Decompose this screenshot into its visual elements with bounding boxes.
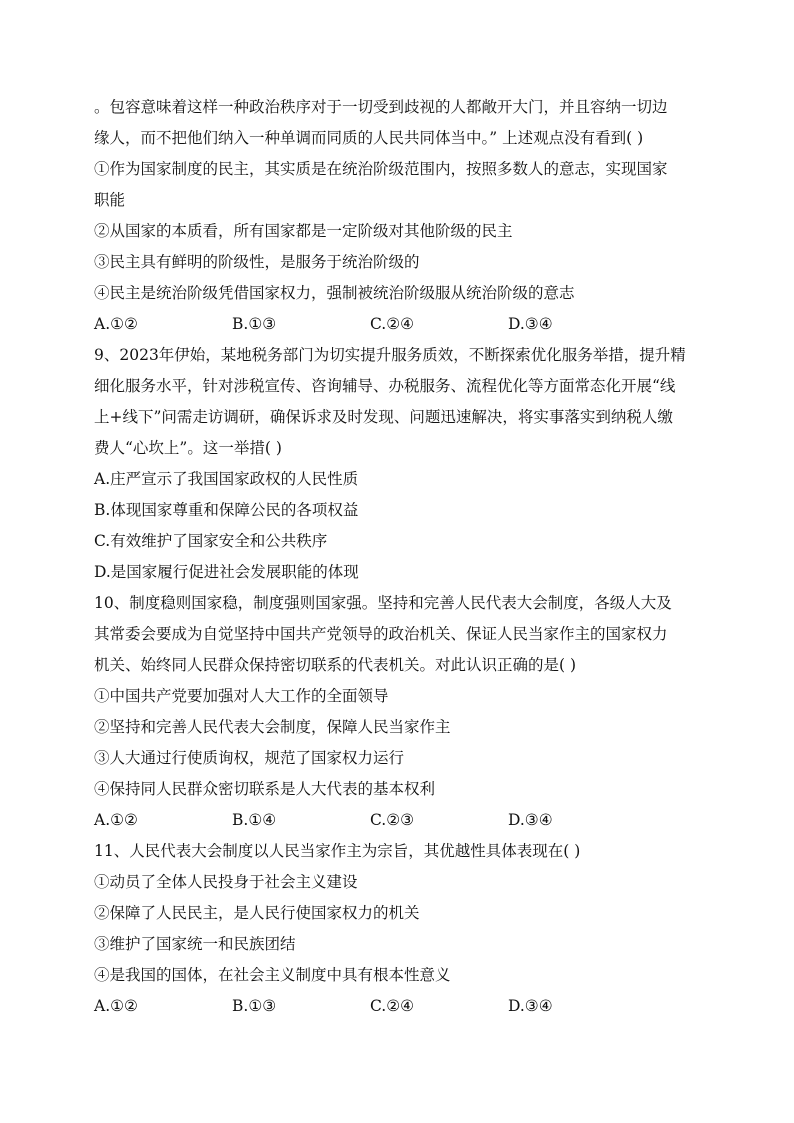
statement-line: ④保持同人民群众密切联系是人大代表的基本权利: [94, 780, 436, 798]
option-a: A.①②: [94, 811, 138, 829]
statement-line: ③人大通过行使质询权，规范了国家权力运行: [94, 749, 405, 767]
statement-line: ①作为国家制度的民主，其实质是在统治阶级范围内，按照多数人的意志，实现国家: [94, 160, 668, 178]
option-b: B.①③: [232, 997, 277, 1015]
question-8: [94, 92, 714, 340]
option-c: C.②③: [370, 811, 415, 829]
question-stem-line: 10、制度稳则国家稳，制度强则国家强。坚持和完善人民代表大会制度，各级人大及: [94, 594, 672, 612]
question-stem-line: 细化服务水平，针对涉税宣传、咨询辅导、办税服务、流程优化等方面常态化开展“线: [94, 377, 676, 395]
statement-line: ②坚持和完善人民代表大会制度，保障人民当家作主: [94, 718, 451, 736]
question-11: [94, 836, 714, 1022]
statement-line: ①中国共产党要加强对人大工作的全面领导: [94, 687, 389, 705]
statement-line: ②保障了人民民主，是人民行使国家权力的机关: [94, 904, 420, 922]
statement-line: ②从国家的本质看，所有国家都是一定阶级对其他阶级的民主: [94, 222, 513, 240]
question-stem-line: 。包容意味着这样一种政治秩序对于一切受到歧视的人都敞开大门，并且容纳一切边: [94, 98, 668, 116]
statement-line: ①动员了全体人民投身于社会主义建设: [94, 873, 358, 891]
choice-b: B.体现国家尊重和保障公民的各项权益: [94, 501, 359, 519]
question-9: [94, 340, 714, 588]
exam-page: [94, 92, 714, 1022]
question-stem-line: 上+线下”问需走访调研，确保诉求及时发现、问题迅速解决，将实事落实到纳税人缴: [94, 408, 673, 426]
question-10: [94, 588, 714, 836]
question-stem-line: 机关、始终同人民群众保持密切联系的代表机关。对此认识正确的是( ): [94, 656, 577, 674]
option-d: D.③④: [508, 315, 553, 333]
question-stem-line: 11、人民代表大会制度以人民当家作主为宗旨，其优越性具体表现在( ): [94, 842, 581, 860]
option-c: C.②④: [370, 315, 415, 333]
choice-a: A.庄严宣示了我国国家政权的人民性质: [94, 470, 359, 488]
option-d: D.③④: [508, 997, 553, 1015]
answer-options: [94, 991, 714, 1022]
statement-line: ③维护了国家统一和民族团结: [94, 935, 296, 953]
option-c: C.②④: [370, 997, 415, 1015]
choice-d: D.是国家履行促进社会发展职能的体现: [94, 563, 359, 581]
choice-c: C.有效维护了国家安全和公共秩序: [94, 532, 328, 550]
statement-line: ④是我国的国体，在社会主义制度中具有根本性意义: [94, 966, 451, 984]
statement-line: 职能: [94, 191, 126, 209]
option-b: B.①④: [232, 811, 277, 829]
statement-line: ④民主是统治阶级凭借国家权力，强制被统治阶级服从统治阶级的意志: [94, 284, 575, 302]
statement-line: ③民主具有鲜明的阶级性，是服务于统治阶级的: [94, 253, 420, 271]
question-stem-line: 缘人，而不把他们纳入一种单调而同质的人民共同体当中。” 上述观点没有看到( ): [94, 129, 644, 147]
option-a: A.①②: [94, 997, 138, 1015]
option-a: A.①②: [94, 315, 138, 333]
question-stem-line: 9、2023年伊始，某地税务部门为切实提升服务质效，不断探索优化服务举措，提升精: [94, 346, 686, 364]
question-stem-line: 其常委会要成为自觉坚持中国共产党领导的政治机关、保证人民当家作主的国家权力: [94, 625, 668, 643]
question-stem-line: 费人“心坎上”。这一举措( ): [94, 439, 282, 457]
option-b: B.①③: [232, 315, 277, 333]
answer-options: [94, 309, 714, 340]
answer-options: [94, 805, 714, 836]
option-d: D.③④: [508, 811, 553, 829]
